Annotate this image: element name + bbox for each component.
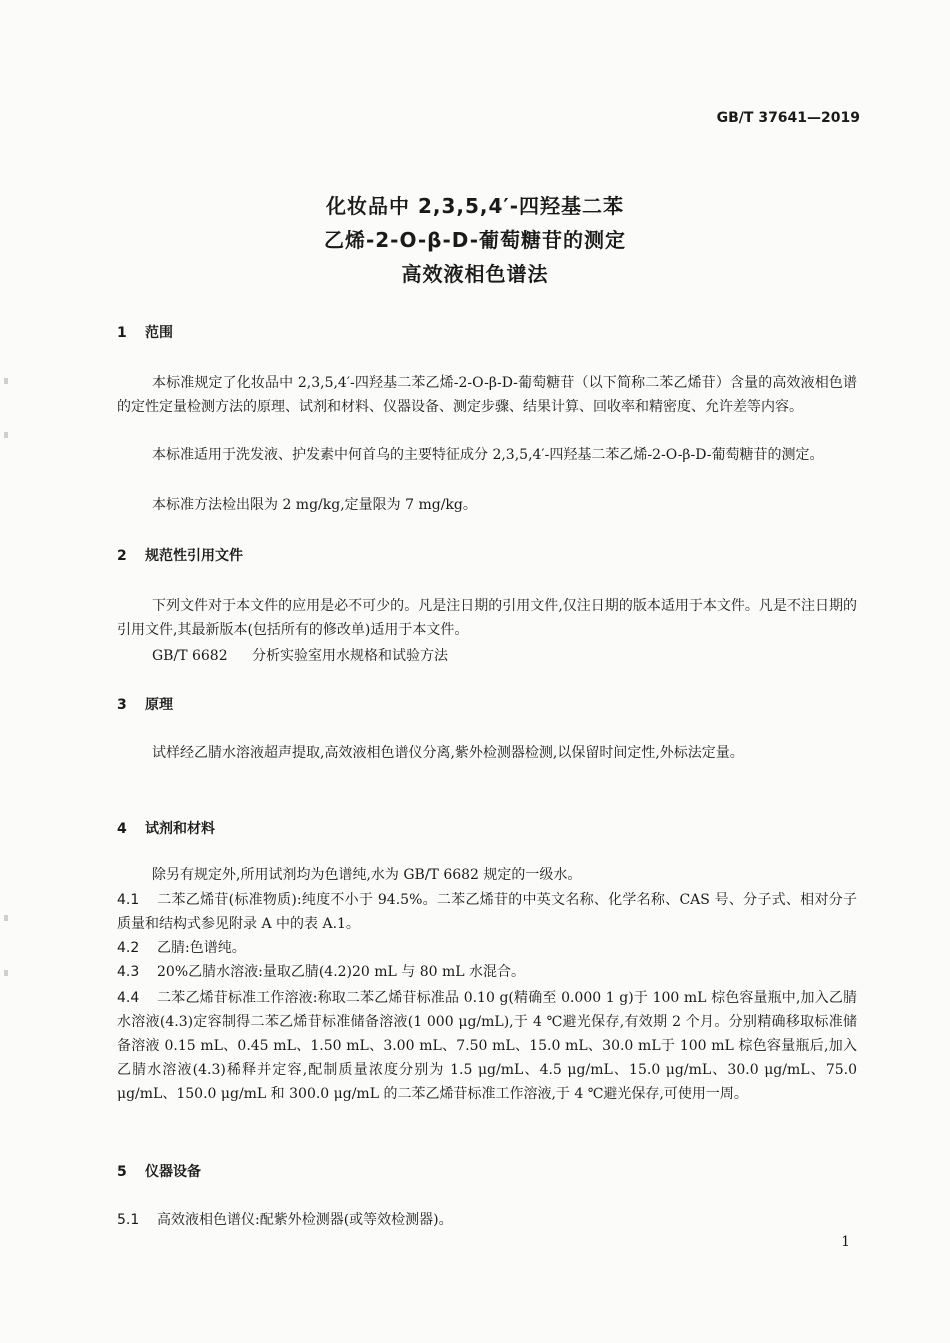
scan-mark (4, 378, 8, 384)
page-number: 1 (841, 1234, 850, 1250)
section-5-heading (117, 1161, 201, 1181)
section-number: 2 (117, 548, 127, 564)
section-title: 仪器设备 (145, 1164, 201, 1180)
clause-number: 4.4 (117, 990, 140, 1006)
section-title: 试剂和材料 (145, 821, 215, 837)
section-1-paragraph-3: 本标准方法检出限为 2 mg/kg,定量限为 7 mg/kg。 (152, 497, 477, 513)
section-number: 3 (117, 697, 127, 713)
reference-title: 分析实验室用水规格和试验方法 (252, 648, 448, 664)
clause-text: 高效液相色谱仪:配紫外检测器(或等效检测器)。 (157, 1212, 453, 1228)
clause-4-4 (117, 986, 857, 1106)
section-1-paragraph-1: 本标准规定了化妆品中 2,3,5,4′-四羟基二苯乙烯-2-O-β-D-葡萄糖苷（以下简称二苯乙烯苷）含量的高效液相色谱的定性定量检测方法的原理、试剂和材料、仪器设备、测定步骤、结果计算、回收率和精密度、允许差等内容。 (117, 375, 857, 415)
scan-mark (4, 432, 8, 438)
clause-5-1 (117, 1208, 857, 1232)
section-3-heading (117, 694, 173, 714)
section-title: 范围 (145, 325, 173, 341)
section-title: 原理 (145, 697, 173, 713)
scan-mark (4, 915, 8, 921)
standard-code: GB/T 37641—2019 (716, 110, 860, 126)
scan-mark (4, 970, 8, 976)
clause-text: 乙腈:色谱纯。 (157, 940, 246, 956)
section-4-paragraph-1: 除另有规定外,所用试剂均为色谱纯,水为 GB/T 6682 规定的一级水。 (152, 867, 582, 883)
clause-number: 4.1 (117, 892, 140, 908)
clause-text: 20%乙腈水溶液:量取乙腈(4.2)20 mL 与 80 mL 水混合。 (157, 964, 526, 980)
clause-text: 二苯乙烯苷标准工作溶液:称取二苯乙烯苷标准品 0.10 g(精确至 0.000 1 g)于 100 mL 棕色容量瓶中,加入乙腈水溶液(4.3)定容制得二苯乙烯苷标准储备溶液(1 000 μg/mL),于 4 ℃避光保存,有效期 2 个月。分别精确移取标准储备溶液 0.15 mL、0.45 mL、1.50 mL、3.00 mL、7.50 mL、15.0 mL、30.0 mL于 100 mL 棕色容量瓶后,加入乙腈水溶液(4.3)稀释并定容,配制质量浓度分别为 1.5 μg/mL、4.5 μg/mL、15.0 μg/mL、30.0 μg/mL、75.0 μg/mL、150.0 μg/mL 和 300.0 μg/mL 的二苯乙烯苷标准工作溶液,于 4 ℃避光保存,可使用一周。 (117, 990, 857, 1102)
section-2-paragraph-1: 下列文件对于本文件的应用是必不可少的。凡是注日期的引用文件,仅注日期的版本适用于本文件。凡是不注日期的引用文件,其最新版本(包括所有的修改单)适用于本文件。 (117, 598, 857, 638)
section-number: 5 (117, 1164, 127, 1180)
clause-4-2 (117, 936, 857, 960)
section-3-paragraph-1: 试样经乙腈水溶液超声提取,高效液相色谱仪分离,紫外检测器检测,以保留时间定性,外标法定量。 (152, 745, 744, 761)
section-1-paragraph-2: 本标准适用于洗发液、护发素中何首乌的主要特征成分 2,3,5,4′-四羟基二苯乙烯-2-O-β-D-葡萄糖苷的测定。 (152, 447, 824, 463)
section-number: 1 (117, 325, 127, 341)
section-title: 规范性引用文件 (145, 548, 243, 564)
clause-text: 二苯乙烯苷(标准物质):纯度不小于 94.5%。二苯乙烯苷的中英文名称、化学名称、CAS 号、分子式、相对分子质量和结构式参见附录 A 中的表 A.1。 (117, 892, 857, 932)
section-1-heading (117, 322, 173, 342)
section-2-heading (117, 545, 243, 565)
document-title-line-2: 乙烯-2-O-β-D-葡萄糖苷的测定 (323, 228, 627, 252)
clause-number: 4.3 (117, 964, 140, 980)
section-number: 4 (117, 821, 127, 837)
document-title-line-1: 化妆品中 2,3,5,4′-四羟基二苯 (326, 194, 624, 218)
document-title-line-3: 高效液相色谱法 (401, 262, 549, 286)
clause-4-3 (117, 960, 857, 984)
section-4-heading (117, 818, 215, 838)
clause-number: 5.1 (117, 1212, 140, 1228)
clause-number: 4.2 (117, 940, 140, 956)
normative-reference (152, 645, 448, 665)
reference-code: GB/T 6682 (152, 648, 228, 664)
clause-4-1 (117, 888, 857, 936)
